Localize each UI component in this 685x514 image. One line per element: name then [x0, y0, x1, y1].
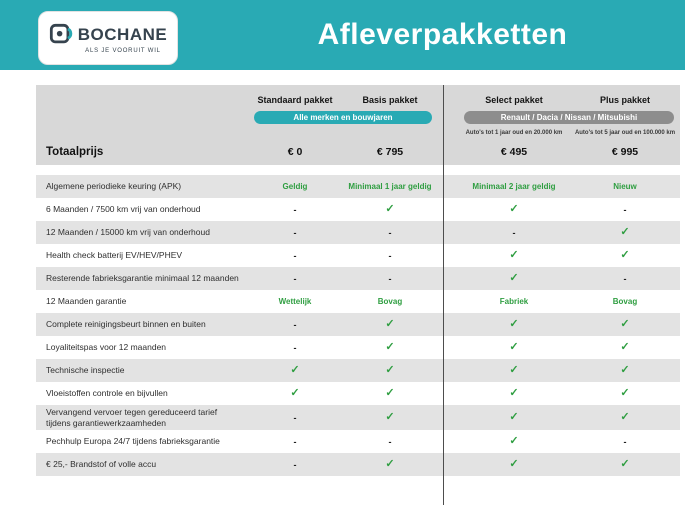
table-header-band: [36, 85, 680, 165]
row-value-basis: ✓: [385, 364, 395, 376]
row-value-plus: ✓: [620, 249, 630, 261]
table-row: [36, 290, 680, 313]
row-label: Loyaliteitspas voor 12 maanden: [46, 342, 167, 353]
row-value-plus: ✓: [620, 226, 630, 238]
row-label: Health check batterij EV/HEV/PHEV: [46, 250, 183, 261]
table-row: [36, 405, 680, 430]
row-value-plus: -: [623, 436, 627, 447]
row-value-plus: -: [623, 204, 627, 215]
logo-row: [49, 23, 167, 47]
brand-tagline: ALS JE VOORUIT WIL: [85, 47, 161, 54]
row-value-basis: -: [388, 227, 392, 238]
row-value-select: ✓: [509, 203, 519, 215]
table-row: [36, 244, 680, 267]
row-value-plus: -: [623, 273, 627, 284]
row-value-basis: ✓: [385, 411, 395, 424]
row-label: Technische inspectie: [46, 365, 125, 376]
row-value-select: ✓: [509, 318, 519, 330]
row-label: 12 Maanden garantie: [46, 296, 127, 307]
table-row: [36, 359, 680, 382]
row-value-basis: ✓: [385, 203, 395, 215]
table-row: [36, 267, 680, 290]
group-divider-line: [443, 85, 444, 505]
row-label: Vloeistoffen controle en bijvullen: [46, 388, 168, 399]
row-value-standaard: -: [293, 250, 297, 261]
row-value-select: Fabriek: [499, 297, 529, 306]
column-header-standaard: Standaard pakket: [257, 95, 333, 105]
row-value-plus: ✓: [620, 411, 630, 424]
row-value-select: ✓: [509, 364, 519, 376]
row-value-plus: ✓: [620, 458, 630, 471]
row-value-standaard: -: [293, 319, 297, 330]
table-row: [36, 336, 680, 359]
group-badge-all-brands: Alle merken en bouwjaren: [254, 111, 432, 124]
row-value-plus: ✓: [620, 364, 630, 376]
row-label: € 25,- Brandstof of volle accu: [46, 459, 157, 470]
bochane-logo: [38, 11, 178, 65]
total-price-standaard: € 0: [287, 146, 303, 158]
total-price-plus: € 995: [611, 146, 639, 158]
row-value-select: ✓: [509, 341, 519, 353]
row-label: Resterende fabrieksgarantie minimaal 12 maanden: [46, 273, 239, 284]
total-price-basis: € 795: [376, 146, 404, 158]
row-value-basis: -: [388, 250, 392, 261]
total-price-label: Totaalprijs: [46, 146, 104, 158]
row-value-basis: -: [388, 273, 392, 284]
row-value-standaard: Wettelijk: [278, 297, 312, 306]
brand-name: BOCHANE: [77, 24, 168, 44]
row-value-basis: ✓: [385, 458, 395, 471]
row-label: Algemene periodieke keuring (APK): [46, 181, 182, 192]
row-value-basis: -: [388, 436, 392, 447]
row-value-select: Minimaal 2 jaar geldig: [472, 182, 556, 191]
feature-rows: [36, 175, 680, 476]
row-value-standaard: -: [293, 459, 297, 470]
table-row: [36, 313, 680, 336]
row-value-standaard: Geldig: [282, 182, 308, 191]
row-value-standaard: -: [293, 227, 297, 238]
column-note-plus: Auto's tot 5 jaar oud en 100.000 km: [574, 129, 676, 136]
row-label: Vervangend vervoer tegen gereduceerd tarief tijdens garantiewerkzaamheden: [46, 407, 218, 428]
row-value-standaard: -: [293, 412, 297, 423]
row-value-select: ✓: [509, 435, 519, 448]
table-row: [36, 382, 680, 405]
row-value-plus: ✓: [620, 341, 630, 353]
row-value-basis: ✓: [385, 387, 395, 399]
row-value-select: -: [512, 227, 516, 238]
row-label: 6 Maanden / 7500 km vrij van onderhoud: [46, 204, 201, 215]
row-value-select: ✓: [509, 272, 519, 284]
row-value-plus: ✓: [620, 318, 630, 330]
package-name-row: [36, 91, 680, 109]
table-row: [36, 175, 680, 198]
row-value-select: ✓: [509, 411, 519, 424]
row-value-standaard: ✓: [290, 364, 300, 376]
row-value-basis: Bovag: [377, 297, 403, 306]
row-value-plus: ✓: [620, 387, 630, 399]
table-row: [36, 453, 680, 476]
row-label: Complete reinigingsbeurt binnen en buiten: [46, 319, 206, 330]
group-badge-brands: Renault / Dacia / Nissan / Mitsubishi: [464, 111, 674, 124]
table-row: [36, 430, 680, 453]
row-value-select: ✓: [509, 387, 519, 399]
total-price-row: [36, 139, 680, 165]
row-value-select: ✓: [509, 458, 519, 471]
row-value-basis: Minimaal 1 jaar geldig: [348, 182, 432, 191]
row-value-basis: ✓: [385, 341, 395, 353]
row-value-standaard: ✓: [290, 387, 300, 399]
column-header-select: Select pakket: [485, 95, 543, 105]
group-badge-row: [36, 109, 680, 126]
row-value-basis: ✓: [385, 318, 395, 330]
row-value-standaard: -: [293, 436, 297, 447]
row-value-standaard: -: [293, 273, 297, 284]
row-value-plus: Nieuw: [613, 182, 637, 191]
bochane-logo-icon: [49, 23, 73, 47]
row-value-standaard: -: [293, 204, 297, 215]
table-row: [36, 198, 680, 221]
column-header-basis: Basis pakket: [362, 95, 418, 105]
page-title: Afleverpakketten: [317, 18, 568, 51]
row-label: Pechhulp Europa 24/7 tijdens fabrieksgarantie: [46, 436, 220, 447]
row-label: 12 Maanden / 15000 km vrij van onderhoud: [46, 227, 210, 238]
column-note-select: Auto's tot 1 jaar oud en 20.000 km: [465, 129, 563, 136]
total-price-select: € 495: [500, 146, 528, 158]
column-notes-row: [36, 126, 680, 139]
table-row: [36, 221, 680, 244]
top-header: [0, 0, 685, 70]
row-value-plus: Bovag: [612, 297, 638, 306]
column-header-plus: Plus pakket: [599, 95, 651, 105]
row-value-select: ✓: [509, 249, 519, 261]
row-value-standaard: -: [293, 342, 297, 353]
